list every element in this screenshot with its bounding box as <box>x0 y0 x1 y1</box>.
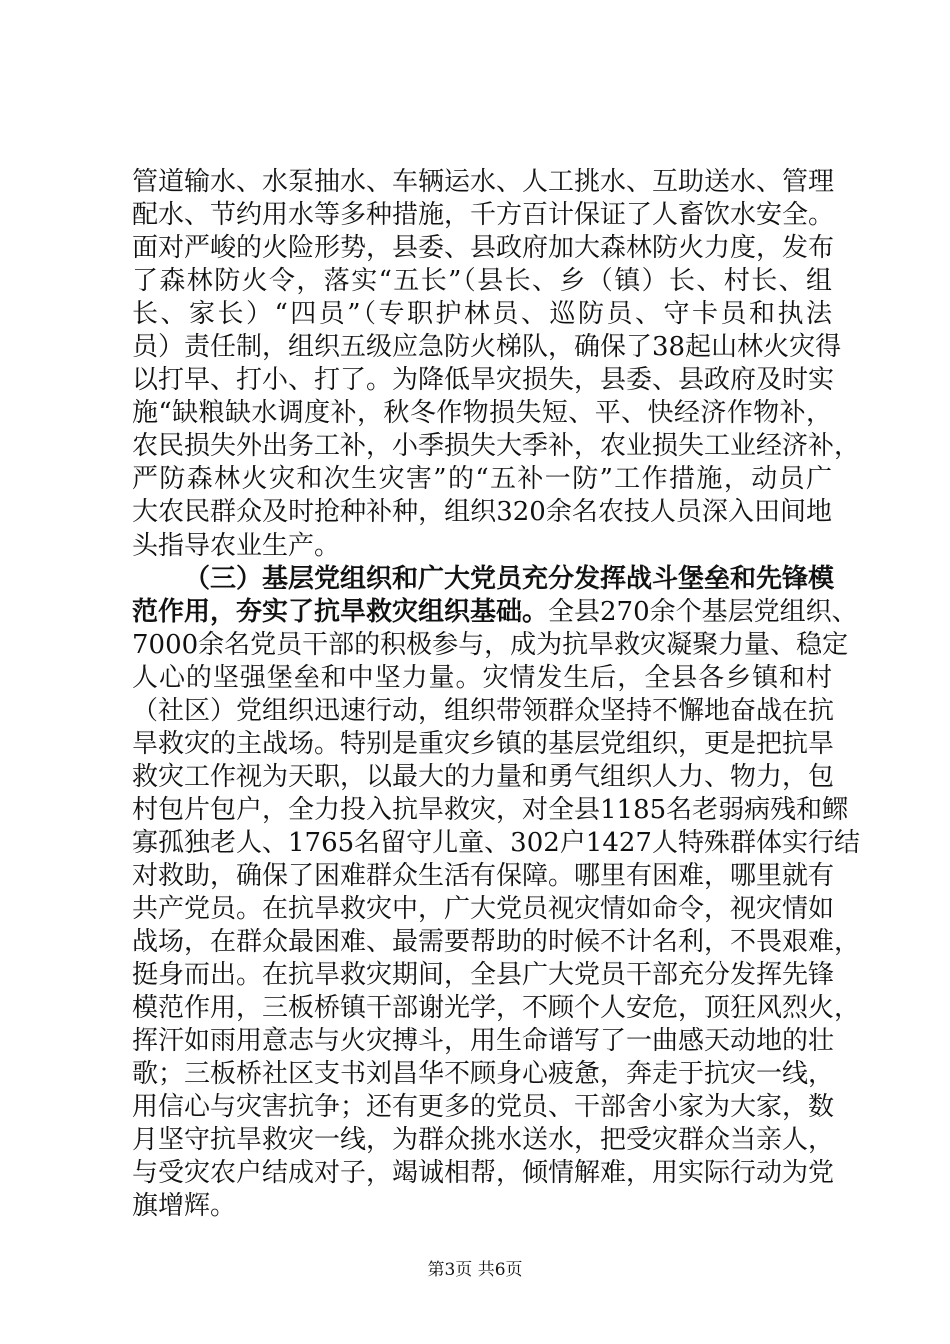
paragraph-2-line: 歌；三板桥社区支书刘昌华不顾身心疲惫，奔走于抗灾一线， <box>132 1059 835 1090</box>
paragraph-2-text: 全县270余个基层党组织、 <box>548 596 858 627</box>
paragraph-2-line: 旱救灾的主战场。特别是重灾乡镇的基层党组织，更是把抗旱 <box>132 728 835 759</box>
paragraph-1-line: 配水、节约用水等多种措施，千方百计保证了人畜饮水安全。 <box>132 200 835 231</box>
paragraph-2-line: 对救助，确保了困难群众生活有保障。哪里有困难，哪里就有 <box>132 860 835 891</box>
paragraph-2-line: 用信心与灾害抗争；还有更多的党员、干部舍小家为大家，数 <box>132 1092 835 1123</box>
paragraph-2-line: 月坚守抗旱救灾一线，为群众挑水送水，把受灾群众当亲人， <box>132 1125 835 1156</box>
paragraph-1-line: 面对严峻的火险形势，县委、县政府加大森林防火力度，发布 <box>132 233 835 264</box>
paragraph-1-line: 施“缺粮缺水调度补，秋冬作物损失短、平、快经济作物补， <box>132 398 832 429</box>
paragraph-2-line: 7000余名党员干部的积极参与，成为抗旱救灾凝聚力量、稳定 <box>132 629 849 660</box>
paragraph-2-line: 人心的坚强堡垒和中坚力量。灾情发生后，全县各乡镇和村 <box>132 662 832 693</box>
paragraph-2-line: 村包片包户，全力投入抗旱救灾，对全县1185名老弱病残和鳏 <box>132 794 849 825</box>
paragraph-1-line: 以打早、打小、打了。为降低旱灾损失，县委、县政府及时实 <box>132 365 835 396</box>
paragraph-2-line: 战场，在群众最困难、最需要帮助的时候不计名利，不畏艰难， <box>132 927 861 958</box>
paragraph-1-line: 头指导农业生产。 <box>132 530 341 561</box>
paragraph-2-line: 寡孤独老人、1765名留守儿童、302户1427人特殊群体实行结 <box>132 827 860 858</box>
section-heading-tail: 范作用，夯实了抗旱救灾组织基础。 <box>132 596 549 627</box>
paragraph-1-line: 农民损失外出务工补，小季损失大季补，农业损失工业经济补， <box>132 431 861 462</box>
paragraph-1-line: 管道输水、水泵抽水、车辆运水、人工挑水、互助送水、管理 <box>132 167 835 197</box>
paragraph-2-line: 与受灾农户结成对子，竭诚相帮，倾情解难，用实际行动为党 <box>132 1158 835 1189</box>
paragraph-2-line: 挺身而出。在抗旱救灾期间，全县广大党员干部充分发挥先锋 <box>132 960 835 991</box>
paragraph-2-line: （社区）党组织迅速行动，组织带领群众坚持不懈地奋战在抗 <box>132 695 835 726</box>
paragraph-2-line: 救灾工作视为天职，以最大的力量和勇气组织人力、物力，包 <box>132 761 835 792</box>
paragraph-2-line: 共产党员。在抗旱救灾中，广大党员视灾情如命令，视灾情如 <box>132 894 835 925</box>
paragraph-2-line: 挥汗如雨用意志与火灾搏斗，用生命谱写了一曲感天动地的壮 <box>132 1026 835 1057</box>
document-body <box>132 166 861 1224</box>
paragraph-2-line: 旗增辉。 <box>132 1191 237 1222</box>
paragraph-1-line: 长、家长）“四员”（专职护林员、巡防员、守卡员和执法 <box>132 299 832 330</box>
section-heading-line: （三）基层党组织和广大党员充分发挥战斗堡垒和先锋模 <box>184 563 835 594</box>
paragraph-2-line <box>132 596 858 629</box>
page-number-footer: 第3页 共6页 <box>427 1260 523 1280</box>
paragraph-1-line: 大农民群众及时抢种补种，组织320余名农技人员深入田间地 <box>132 497 832 528</box>
paragraph-2-line: 模范作用，三板桥镇干部谢光学，不顾个人安危，顶狂风烈火， <box>132 993 861 1024</box>
paragraph-1-line: 员）责任制，组织五级应急防火梯队，确保了38起山林火灾得 <box>132 332 842 363</box>
paragraph-1-line: 严防森林火灾和次生灾害”的“五补一防”工作措施，动员广 <box>132 464 832 495</box>
paragraph-1-line: 了森林防火令，落实“五长”（县长、乡（镇）长、村长、组 <box>132 266 832 297</box>
